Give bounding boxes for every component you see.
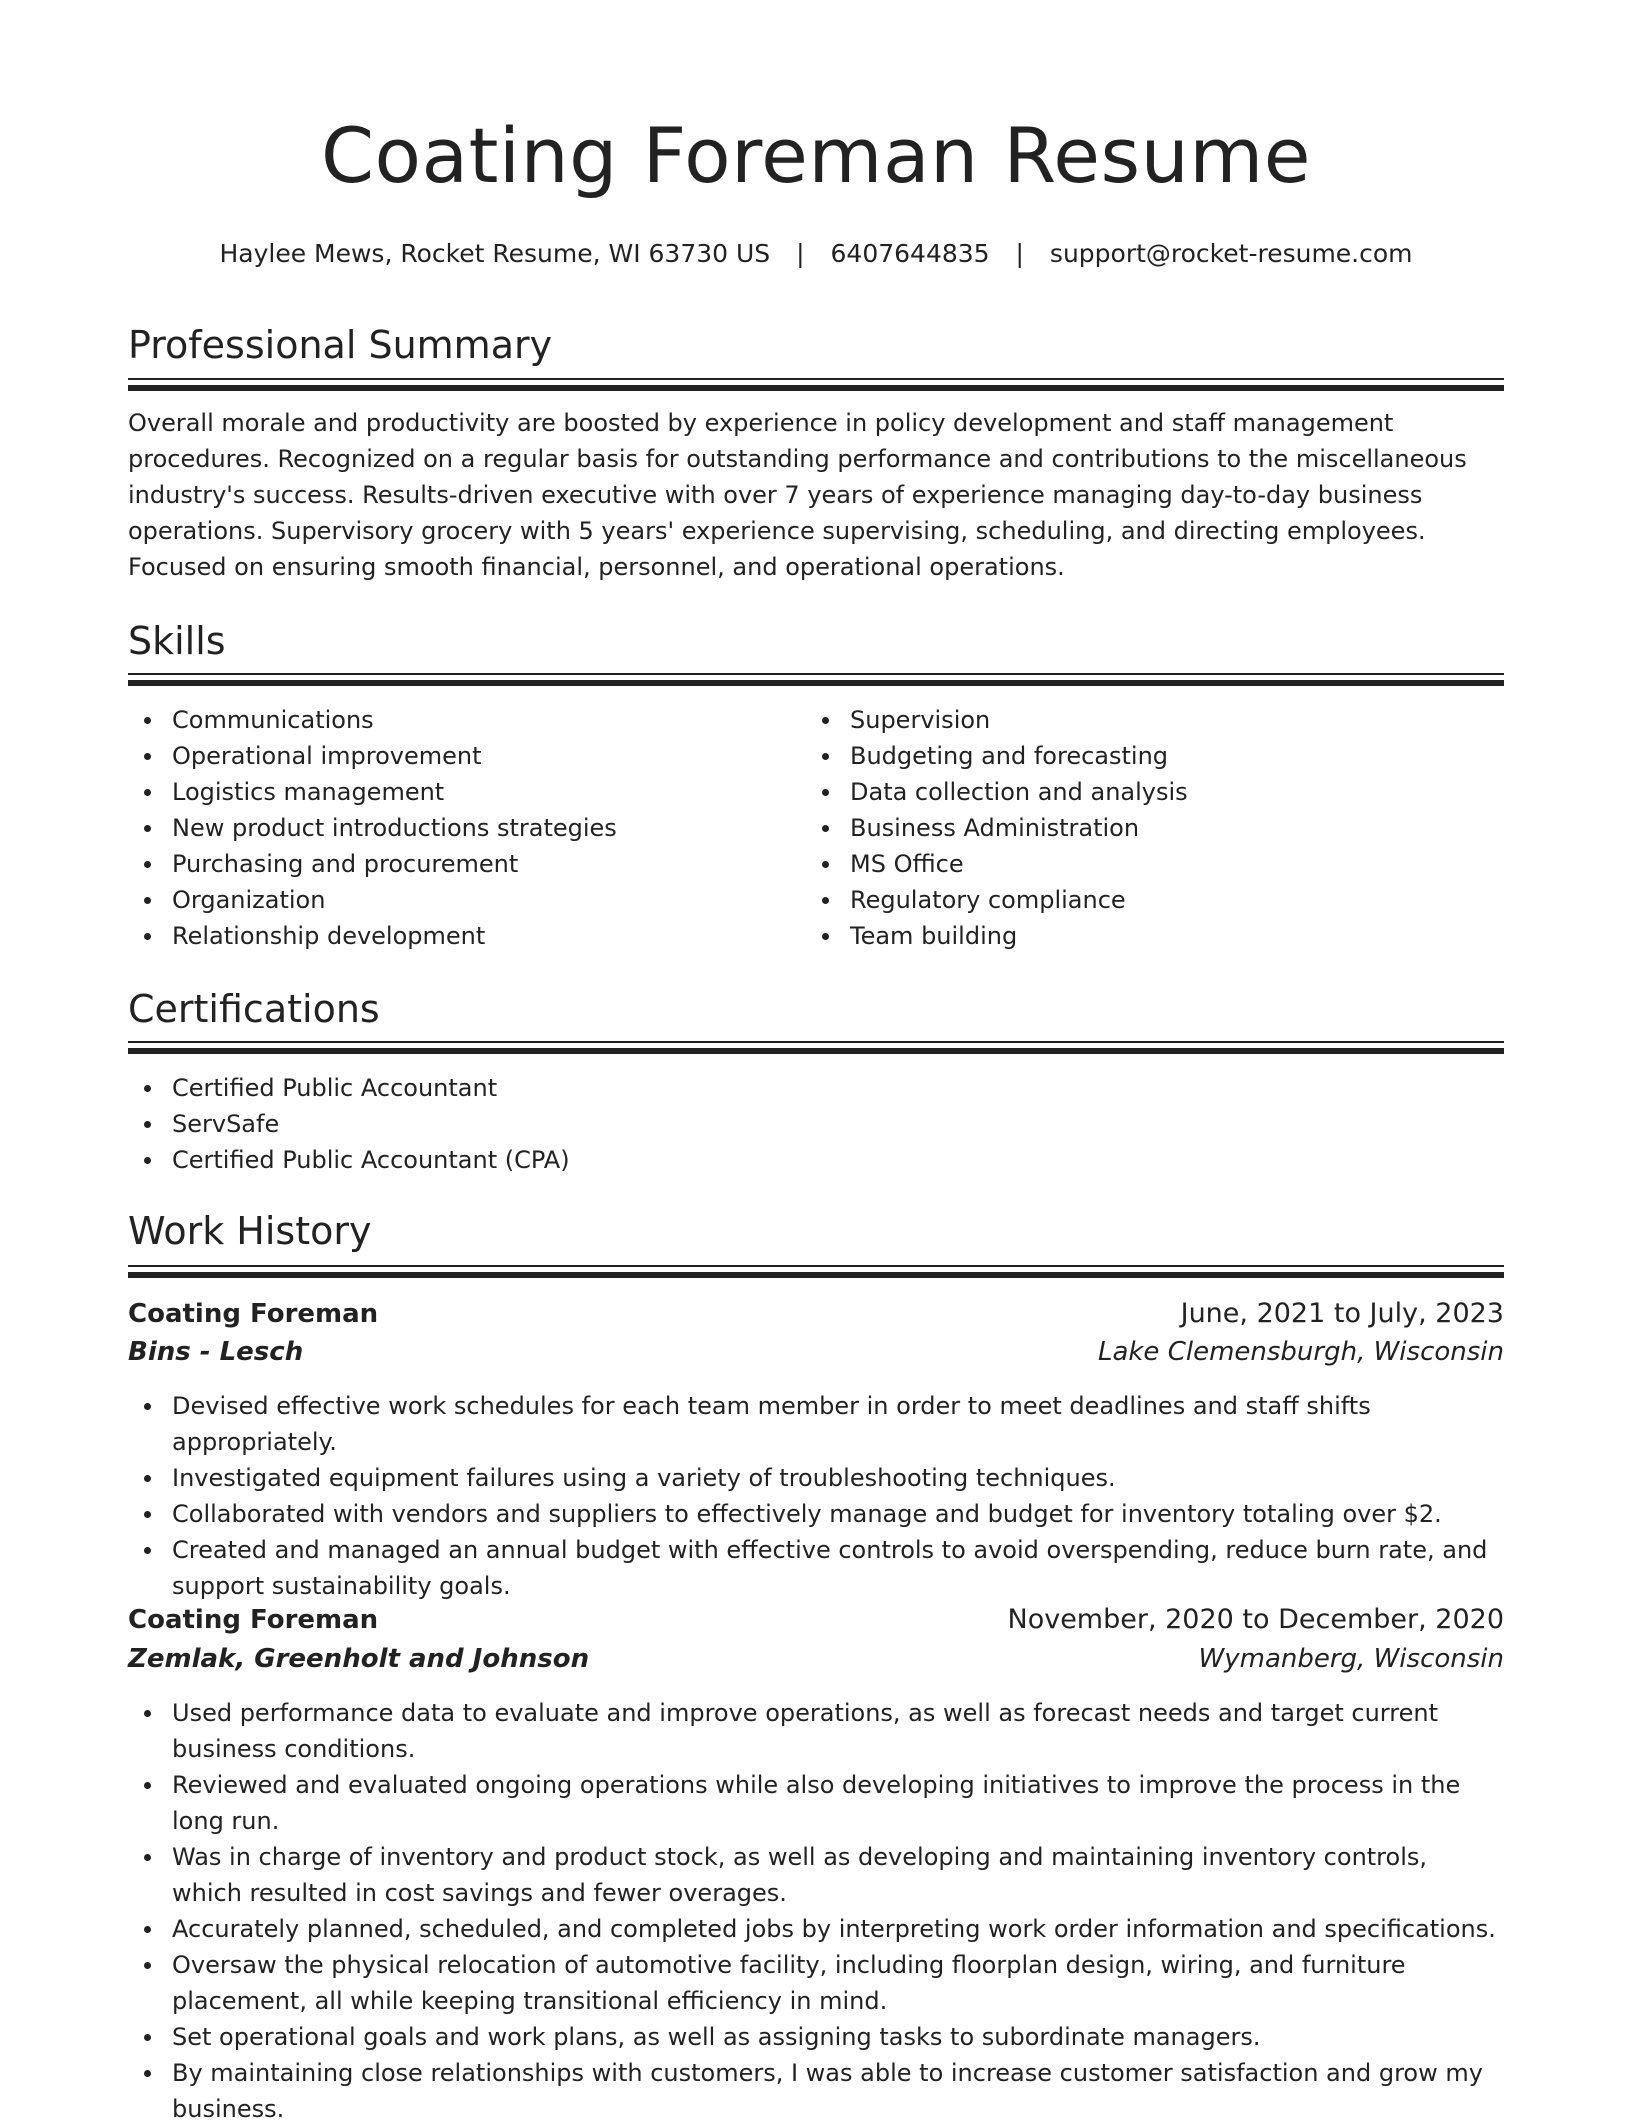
skill-item: Communications	[128, 702, 798, 738]
job-bullet: Reviewed and evaluated ongoing operations while also developing initiatives to improve the process in the long run.	[128, 1767, 1504, 1839]
certification-item: Certified Public Accountant (CPA)	[128, 1142, 1504, 1178]
skill-item: Business Administration	[806, 810, 1496, 846]
skill-item: Purchasing and procurement	[128, 846, 798, 882]
job-bullet: Investigated equipment failures using a variety of troubleshooting techniques.	[128, 1460, 1504, 1496]
skill-item: Team building	[806, 918, 1496, 954]
skill-item: Logistics management	[128, 774, 798, 810]
job-location: Lake Clemensburgh, Wisconsin	[1097, 1337, 1504, 1367]
skill-item: Data collection and analysis	[806, 774, 1496, 810]
job-bullet: Created and managed an annual budget with effective controls to avoid overspending, reduce burn rate, and support sustainability goals.	[128, 1532, 1504, 1604]
job-title: Coating Foreman	[128, 1299, 379, 1329]
skill-item: Budgeting and forecasting	[806, 738, 1496, 774]
skills-list-right	[806, 702, 1496, 954]
job-bullet: Collaborated with vendors and suppliers to effectively manage and budget for inventory totaling over $2.	[128, 1496, 1504, 1532]
job-bullet: Accurately planned, scheduled, and completed jobs by interpreting work order information and specifications.	[128, 1911, 1504, 1947]
skill-item: Regulatory compliance	[806, 882, 1496, 918]
job-bullet: Used performance data to evaluate and improve operations, as well as forecast needs and target current business conditions.	[128, 1695, 1504, 1767]
skills-heading: Skills	[128, 619, 226, 663]
job-bullets	[128, 1695, 1504, 2127]
job-company: Bins - Lesch	[128, 1337, 304, 1367]
skill-item: Operational improvement	[128, 738, 798, 774]
contact-separator: |	[1015, 239, 1024, 268]
job-bullet: Set operational goals and work plans, as well as assigning tasks to subordinate managers.	[128, 2019, 1504, 2055]
skill-item: MS Office	[806, 846, 1496, 882]
job-dates: November, 2020 to December, 2020	[1007, 1604, 1504, 1635]
job-bullets	[128, 1388, 1504, 1604]
contact-address: Haylee Mews, Rocket Resume, WI 63730 US	[219, 239, 771, 268]
certifications-list	[128, 1070, 1504, 1178]
contact-line	[128, 241, 1504, 266]
job-company: Zemlak, Greenholt and Johnson	[128, 1644, 590, 1674]
certification-item: ServSafe	[128, 1106, 1504, 1142]
skill-item: Organization	[128, 882, 798, 918]
skill-item: Relationship development	[128, 918, 798, 954]
section-divider	[128, 378, 1504, 391]
resume-title: Coating Foreman Resume	[320, 111, 1312, 200]
certifications-heading: Certifications	[128, 987, 380, 1031]
skill-item: New product introductions strategies	[128, 810, 798, 846]
skill-item: Supervision	[806, 702, 1496, 738]
job-bullet: Oversaw the physical relocation of automotive facility, including floorplan design, wiring, and furniture placement, all while keeping transitional efficiency in mind.	[128, 1947, 1504, 2019]
contact-phone: 6407644835	[830, 239, 990, 268]
job-bullet: Devised effective work schedules for each team member in order to meet deadlines and staff shifts appropriately.	[128, 1388, 1504, 1460]
section-divider	[128, 673, 1504, 686]
section-divider	[128, 1041, 1504, 1054]
certification-item: Certified Public Accountant	[128, 1070, 1504, 1106]
job-location: Wymanberg, Wisconsin	[1198, 1644, 1504, 1674]
contact-email: support@rocket-resume.com	[1049, 239, 1413, 268]
skills-list-left	[128, 702, 798, 954]
section-divider	[128, 1265, 1504, 1278]
summary-text: Overall morale and productivity are boosted by experience in policy development and staff management procedures. Recognized on a regular basis for outstanding performance and contributions to the miscellaneous industry's success. Results-driven executive with over 7 years of experience managing day-to-day business operations. Supervisory grocery with 5 years' experience supervising, scheduling, and directing employees. Focused on ensuring smooth financial, personnel, and operational operations.	[128, 409, 1467, 581]
job-title: Coating Foreman	[128, 1605, 379, 1635]
job-bullet: Was in charge of inventory and product stock, as well as developing and maintaining inventory controls, which resulted in cost savings and fewer overages.	[128, 1839, 1504, 1911]
work-history-heading: Work History	[128, 1209, 372, 1253]
summary-heading: Professional Summary	[128, 323, 553, 367]
job-bullet: By maintaining close relationships with customers, I was able to increase customer satisfaction and grow my business.	[128, 2055, 1504, 2127]
job-dates: June, 2021 to July, 2023	[1180, 1298, 1504, 1329]
contact-separator: |	[796, 239, 805, 268]
